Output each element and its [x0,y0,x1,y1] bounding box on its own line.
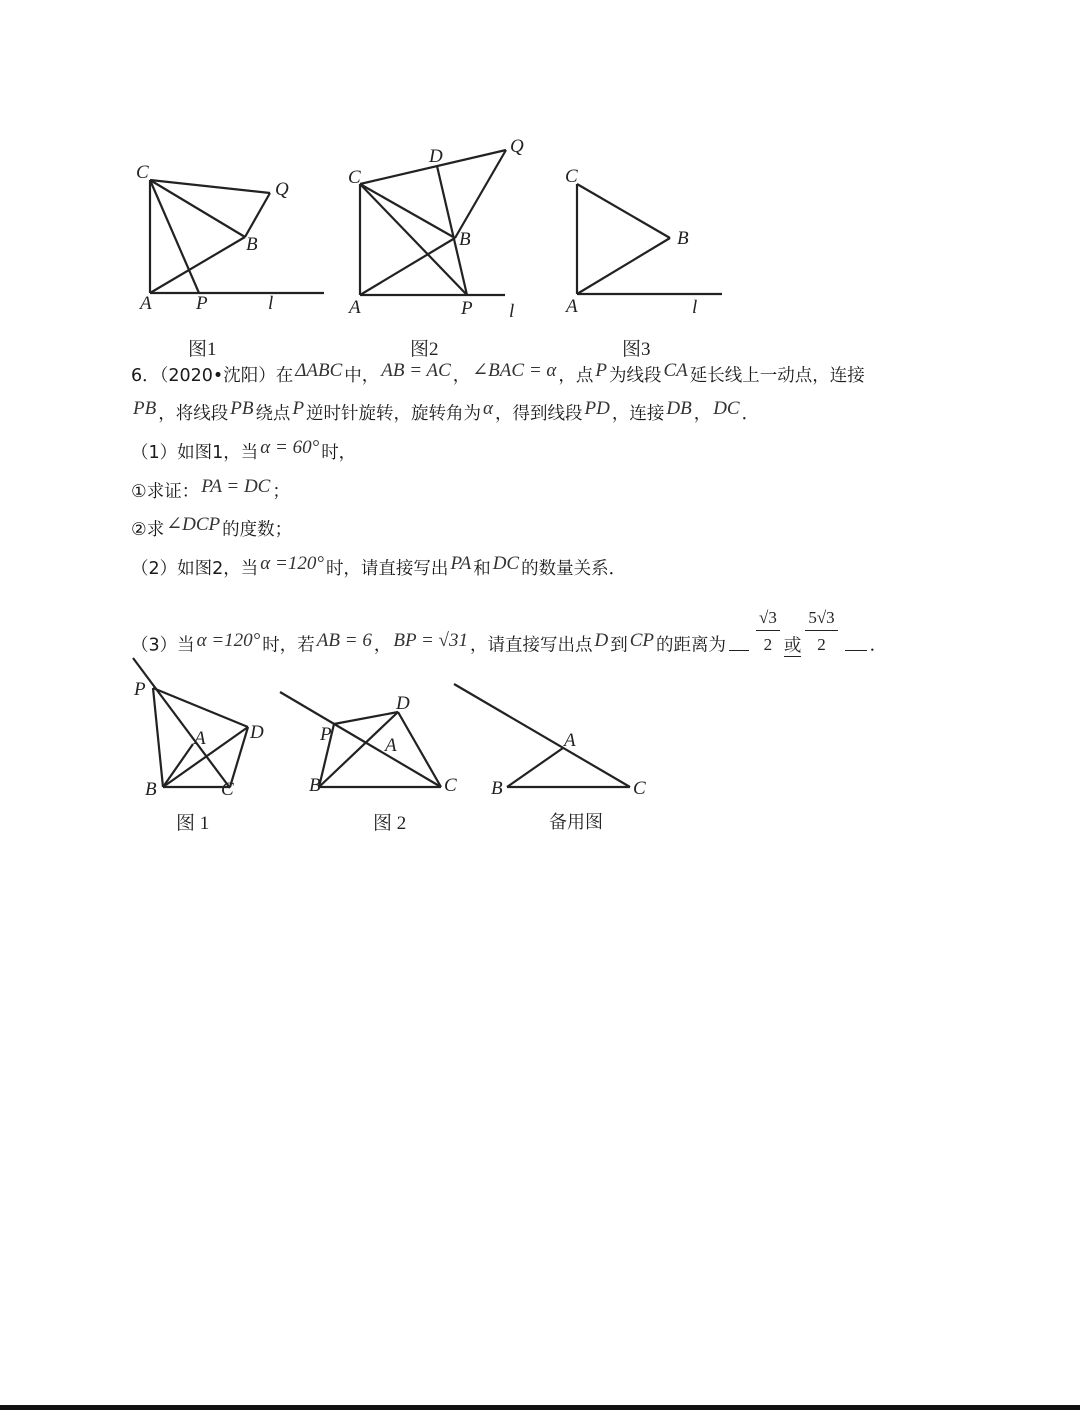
answer-blank-left [729,649,749,651]
point-label-B: B [309,775,321,796]
point-label-P: P [196,293,208,314]
point-label-C: C [221,779,234,800]
point-label-A: A [140,293,152,314]
point-label-D: D [429,146,443,167]
bottom-figure-3 [450,680,660,805]
problem-part-1-question-2: ②求 ∠DCP 的度数； [131,514,293,540]
point-label-P: P [320,724,332,745]
problem-line-1: 6．（2020•沈阳）在 ΔABC 中， AB = AC ， ∠BAC = α ，点 P 为线段 CA 延长线上一动点，连接 [131,360,865,386]
bottom-figure-1 [125,650,275,805]
point-label-B: B [246,234,258,255]
bottom-figure-1-caption: 图 1 [176,813,210,834]
answer-fraction-2: $\frac{5√3}{2}$ [805,608,837,655]
answer-fraction-1: $\frac{√3}{2}$ [756,608,780,655]
point-label-D: D [396,693,410,714]
problem-part-3: （3）当 α =120° 时，若 AB = 6 ， BP = √31 ，请直接写出点 D 到 CP 的距离为 $\frac{√3}{2}$ 或 $\frac{5√3}{2}$ ． [131,608,888,656]
problem-part-1: （1）如图1，当 α = 60° 时， [131,437,357,463]
point-label-A: A [564,730,576,751]
problem-part-2: （2）如图2，当 α =120° 时，请直接写出 PA 和 DC 的数量关系． [131,553,627,579]
point-label-P: P [461,298,473,319]
point-label-D: D [250,722,264,743]
line-label-l: l [509,301,515,322]
point-label-C: C [348,167,361,188]
point-label-B: B [677,228,689,249]
bottom-edge-rule [0,1405,1080,1410]
point-label-C: C [633,778,646,799]
line-label-l: l [692,297,698,318]
bottom-figure-2 [275,685,475,805]
top-figure-3-caption: 图3 [622,339,651,360]
point-label-Q: Q [275,179,289,200]
point-label-C: C [565,166,578,187]
bottom-figure-2-caption: 图 2 [373,813,407,834]
point-label-B: B [491,778,503,799]
point-label-A: A [194,728,206,749]
problem-line-2: PB ，将线段 PB 绕点 P 逆时针旋转，旋转角为 α ，得到线段 PD ，连接 DB ， DC ． [133,398,760,424]
point-label-C: C [444,775,457,796]
top-figure-2-caption: 图2 [410,339,439,360]
answer-blank-right [845,649,867,651]
top-figure-1 [120,150,330,320]
top-figure-2 [340,130,540,325]
point-label-Q: Q [510,136,524,157]
point-label-A: A [349,297,361,318]
top-figure-1-caption: 图1 [188,339,217,360]
point-label-C: C [136,162,149,183]
bottom-figure-3-caption: 备用图 [549,812,603,833]
problem-part-1-question-1: ①求证： PA = DC ； [131,476,290,502]
point-label-A: A [566,296,578,317]
line-label-l: l [268,293,274,314]
point-label-B: B [145,779,157,800]
point-label-P: P [134,679,146,700]
point-label-B: B [459,229,471,250]
answer-or: 或 [783,635,802,656]
top-figure-3 [555,160,735,320]
point-label-A: A [385,735,397,756]
